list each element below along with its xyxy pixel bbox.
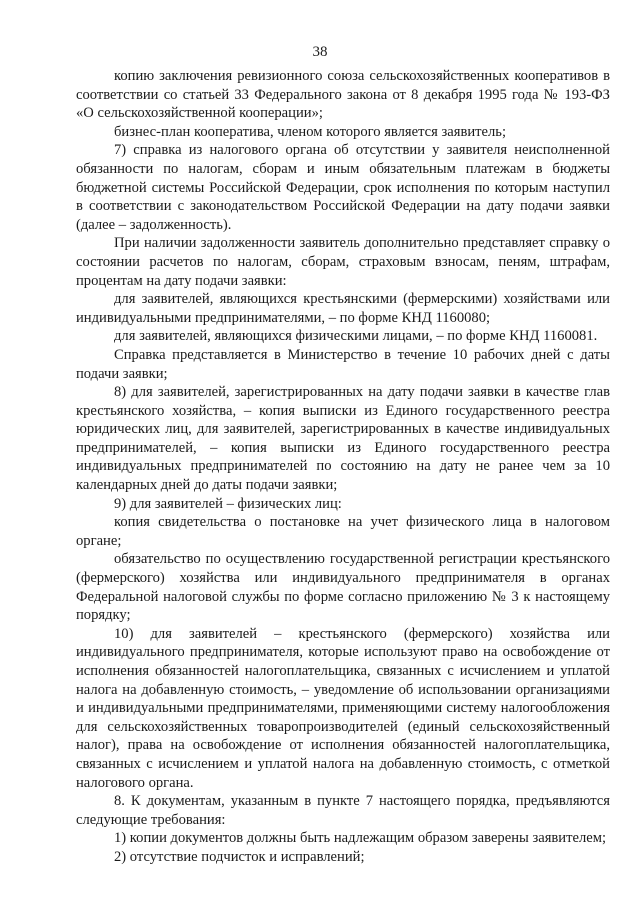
- paragraph-item-8-registry-extract: 8) для заявителей, зарегистрированных на дату подачи заявки в качестве глав крестьянского хозяйства, – копия выписки из Единого государственного реестра юридических лиц, для заявителей, зарегистрированных в качестве индивидуальных предпринимателей, – копия выписки из Единого государственного реестра индивидуальных предпринимателей по состоянию на дату не ранее чем за 10 календарных дней до даты подачи заявки;: [76, 384, 610, 494]
- paragraph-registration-obligation: обязательство по осуществлению государственной регистрации крестьянского (фермерского) хозяйства или индивидуального предпринимателя в органах Федеральной налоговой службы по форме согласно приложению № 3 к настоящему порядку;: [76, 551, 610, 624]
- paragraph-audit-conclusion: копию заключения ревизионного союза сельскохозяйственных кооперативов в соответствии со статьей 33 Федерального закона от 8 декабря 1995 года № 193-ФЗ «О сельскохозяйственной кооперации»;: [76, 68, 610, 122]
- paragraph-section-8-requirements: 8. К документам, указанным в пункте 7 настоящего порядка, предъявляются следующие требования:: [76, 793, 610, 828]
- paragraph-tax-registration-copy: копия свидетельства о постановке на учет физического лица в налоговом органе;: [76, 514, 610, 549]
- paragraph-requirement-1: 1) копии документов должны быть надлежащим образом заверены заявителем;: [114, 830, 607, 847]
- paragraph-certificate-deadline: Справка представляется в Министерство в течение 10 рабочих дней с даты подачи заявки;: [76, 346, 610, 382]
- paragraph-knd-1160080: для заявителей, являющихся крестьянскими (фермерскими) хозяйствами или индивидуальными предпринимателями, – по форме КНД 1160080;: [76, 291, 610, 326]
- paragraph-business-plan: бизнес-план кооператива, членом которого является заявитель;: [114, 123, 506, 140]
- paragraph-item-9-individuals: 9) для заявителей – физических лиц:: [114, 495, 342, 512]
- paragraph-knd-1160081: для заявителей, являющихся физическими лицами, – по форме КНД 1160081.: [114, 328, 598, 345]
- paragraph-item-10-vat-exemption: 10) для заявителей – крестьянского (фермерского) хозяйства или индивидуального предпринимателя, которые используют право на освобождение от исполнения обязанностей налогоплательщика, связанных с исчислением и уплатой налога на добавленную стоимость, – уведомление об использовании организациями и индивидуальными предпринимателями, применяющими систему налогообложения для сельскохозяйственных товаропроизводителей (единый сельскохозяйственный налог), права на освобождение от исполнения обязанностей налогоплательщика, связанных с исчислением и уплатой налога на добавленную стоимость, с отметкой налогового органа.: [76, 625, 610, 791]
- paragraph-requirement-2: 2) отсутствие подчисток и исправлений;: [114, 848, 365, 865]
- paragraph-item-7-tax-certificate: 7) справка из налогового органа об отсутствии у заявителя неисполненной обязанности по налогам, сборам и иным обязательным платежам в бюджеты бюджетной системы Российской Федерации, срок исполнения по которым наступил в соответствии с законодательством Российской Федерации на дату подачи заявки (далее – задолженность).: [76, 142, 610, 233]
- document-body: [76, 67, 610, 867]
- page-number: 38: [312, 44, 328, 60]
- paragraph-debt-statement: При наличии задолженности заявитель дополнительно представляет справку о состоянии расчетов по налогам, сборам, страховым взносам, пеням, штрафам, процентам на дату подачи заявки:: [76, 235, 610, 289]
